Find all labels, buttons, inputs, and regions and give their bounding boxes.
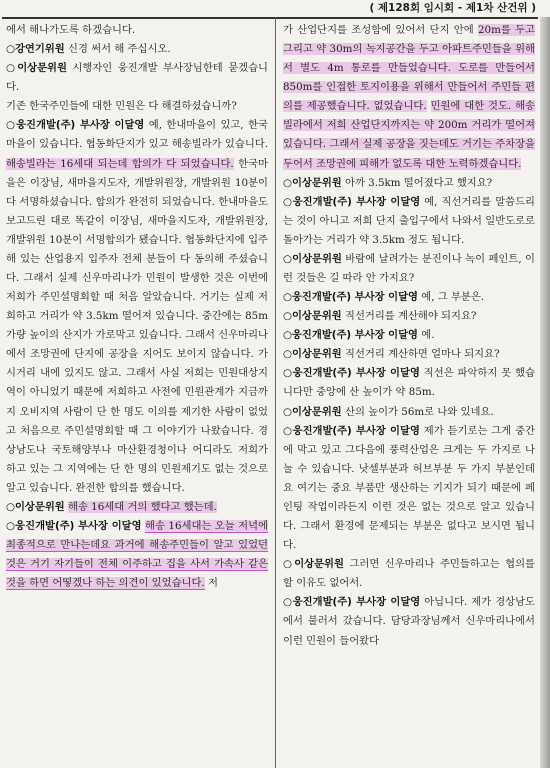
paragraph (283, 21, 535, 174)
right-column (283, 21, 535, 651)
paragraph-text (427, 100, 431, 112)
page-header: ( 제128회 임시회 - 제1차 산건위 ) (369, 2, 536, 14)
speech (283, 326, 535, 345)
speech-text: 산의 높이가 56m로 나와 있네요. (341, 405, 494, 418)
speech (6, 116, 268, 498)
paragraph-text: 가 산업단지를 조성함에 있어서 단지 안에 (283, 24, 478, 36)
speech-text: 직선은 파악하지 못 했습니다만 중앙에 산 높이가 약 85m. (283, 367, 535, 399)
paragraph-text: 에서 해나가도록 하겠습니다. (6, 24, 136, 36)
speech (283, 250, 535, 288)
speech-text: 아닙니다. 제가 경상남도에서 불러서 갔습니다. 담당과장님께서 신우마리나에서 이런 민원이 들어왔다 (283, 596, 536, 647)
speech (283, 345, 535, 364)
speech (283, 288, 535, 307)
speech-text: 그러면 신우마리나 주민들하고는 협의를 할 이유도 없어서. (283, 558, 535, 590)
speaker-name: ○웅진개발(주) 부사장 이달영 (283, 329, 418, 342)
speech-text: 제가 듣기로는 그게 중간에 막고 있고 그다음에 풍력산업은 크게는 두 가지로 나눌 수 있습니다. 낫셀부분과 허브부분 두 가지 부분인데요 여기는 중요 부품만 생산하는 기지가 되기 때문에 페인팅 작업이라든지 이런 것은 없는 것으로 알고 있습니다. 그래서 환경에 문제되는 부분은 없다고 보시면 됩니다. (283, 424, 535, 552)
speech-text: 예, 직선거리를 말씀드리는 것이 아니고 저희 단지 출입구에서 나와서 일반도로로 돌아가는 거리가 약 3.5km 정도 됩니다. (283, 195, 536, 246)
speaker-name: ○웅진개발(주) 부사장 이달영 (283, 291, 418, 304)
speech (283, 593, 535, 650)
speech (6, 59, 268, 97)
speech (283, 307, 535, 326)
speech-text: 신경 써서 해 주십시오. (64, 43, 171, 56)
speaker-name: ○강연기위원 (6, 43, 65, 56)
speaker-name: ○웅진개발(주) 부사장 이달영 (6, 520, 142, 533)
speech (6, 40, 268, 59)
speaker-name: ○이상문위원 (283, 252, 342, 265)
speech-text: 바람에 날려가는 분진이나 녹이 페인트, 이런 것들은 길 따라 안 가지요? (283, 252, 535, 285)
highlighted-text: 해송 16세대는 오늘 저녁에 최종적으로 만나는데요 과거에 해송주민들이 알고 있었던 것은 거기 자기들이 전체 이주하고 집을 사서 가속사 같은 것을 하면 어떻겠나 하는 의견이 있었습니다. (6, 520, 268, 590)
speaker-name: ○이상문위원 (6, 500, 65, 513)
speech-text: 예. (417, 329, 435, 342)
speaker-name: ○이상문위원 (283, 348, 342, 361)
speech (283, 555, 535, 593)
speech-text: 아까 3.5km 떨어졌다고 했지요? (341, 176, 493, 189)
speech (283, 174, 535, 193)
speech-text: 직선거리 계산하면 얼마나 되지요? (341, 348, 500, 361)
speech (283, 193, 535, 250)
speech-text: 저 (204, 577, 218, 590)
speaker-name: ○웅진개발(주) 부사장 이달영 (6, 119, 145, 132)
speech-text: 직선거리를 계산해야 되지요? (341, 310, 477, 323)
paragraph-text: 기존 한국주민들에 대한 민원은 다 해결하셨습니까? (6, 100, 237, 113)
speech (283, 364, 535, 402)
speaker-name: ○웅진개발(주) 부사장 이달영 (283, 596, 421, 609)
highlighted-text: 20m를 두고 그리고 약 30m의 녹지공간을 두고 아파트주민들을 위해서 별도 4m 통로를 만들었습니다. 도로를 만들어서 850m를 인접한 토지이용을 위해서 만들어서 주민들 편의를 제공했습니다. 없었습니다. (283, 24, 536, 113)
highlighted-text: 민원에 대한 것도. 해송빌라에서 저희 산업단지까지는 약 200m 거리가 떨어져 있습니다. 그래서 실제 공장을 짓는데도 거기는 주차장을 두어서 조망권에 피해가 없도록 대한 노력하겠습니다. (283, 100, 535, 170)
highlighted-text: 해송빌라는 16세대 되는데 합의가 다 되었습니다. (6, 157, 234, 170)
paragraph (6, 21, 268, 40)
speech (6, 498, 268, 517)
speaker-name: ○이상문위원 (6, 62, 67, 75)
speech-text: 예, 그 부분은. (417, 291, 485, 304)
speech-text: 예, 한내마을이 있고, 한국마을이 있습니다. 협동화단지가 있고 해송빌라가 있습니다. (6, 119, 268, 151)
speaker-name: ○이상문위원 (283, 405, 342, 418)
speech-text: 한국마을은 이장님, 새마을지도자, 개발위원장, 개발위원 10분이 다 서명하셨습니다. 합의가 완전히 되었습니다. 한내마을도 보고드린 대로 똑같이 이장님, 새마을지도자, 개발위원장, 개발위원 10분이 서명합의가 됐습니다. 협동화단지에 입주해 있는 산업용지 입주자 전체 분들이 다 동의해 주셨습니다. 그래서 실제 신우마리나가 민원이 발생한 것은 이번에 저희가 주민설명회할 때 처음 알았습니다. 거기는 실제 저희하고 거리가 약 3.5km 떨어져 있습니다. 중간에는 85m 가량 높이의 산지가 가로막고 있습니다. 그래서 신우마리나에서 조망권에 단지에 공장을 지어도 보이지 않습니다. 가시거리 내에 있지도 않고. 그래서 사실 저희는 민원대상지역이 아니었기 때문에 저희하고 사전에 민원관계가 지금까지 오비지역 사람이 단 한 명도 이의를 제기한 사람이 없었고 처음으로 주민설명회할 때 그 이야기가 나왔습니다. 경상남도나 국토해양부나 마산환경청이나 어디라도 저희가 하고 있는 그 지역에는 단 한 명의 민원제기도 없는 것으로 알고 있습니다. 완전한 합의를 했습니다. (6, 157, 268, 494)
speech (283, 422, 535, 556)
page-edge-shadow (540, 17, 550, 768)
left-column (6, 21, 268, 593)
speaker-name: ○웅진개발(주) 부사장 이달영 (283, 367, 420, 380)
speaker-name: ○이상문위원 (283, 176, 342, 189)
paragraph (6, 97, 268, 116)
speaker-name: ○웅진개발(주) 부사장 이달영 (283, 195, 421, 208)
column-divider (275, 17, 276, 768)
speech-text: 시행자인 웅진개발 부사장님한테 묻겠습니다. (6, 62, 268, 94)
speaker-name: ○이상문위원 (283, 558, 344, 571)
highlighted-text: 해송 16세대 거의 했다고 했는데. (68, 500, 217, 513)
speaker-name: ○웅진개발(주) 부사장 이달영 (283, 424, 420, 437)
speech (6, 517, 268, 593)
speech (283, 403, 535, 422)
speaker-name: ○이상문위원 (283, 310, 342, 323)
